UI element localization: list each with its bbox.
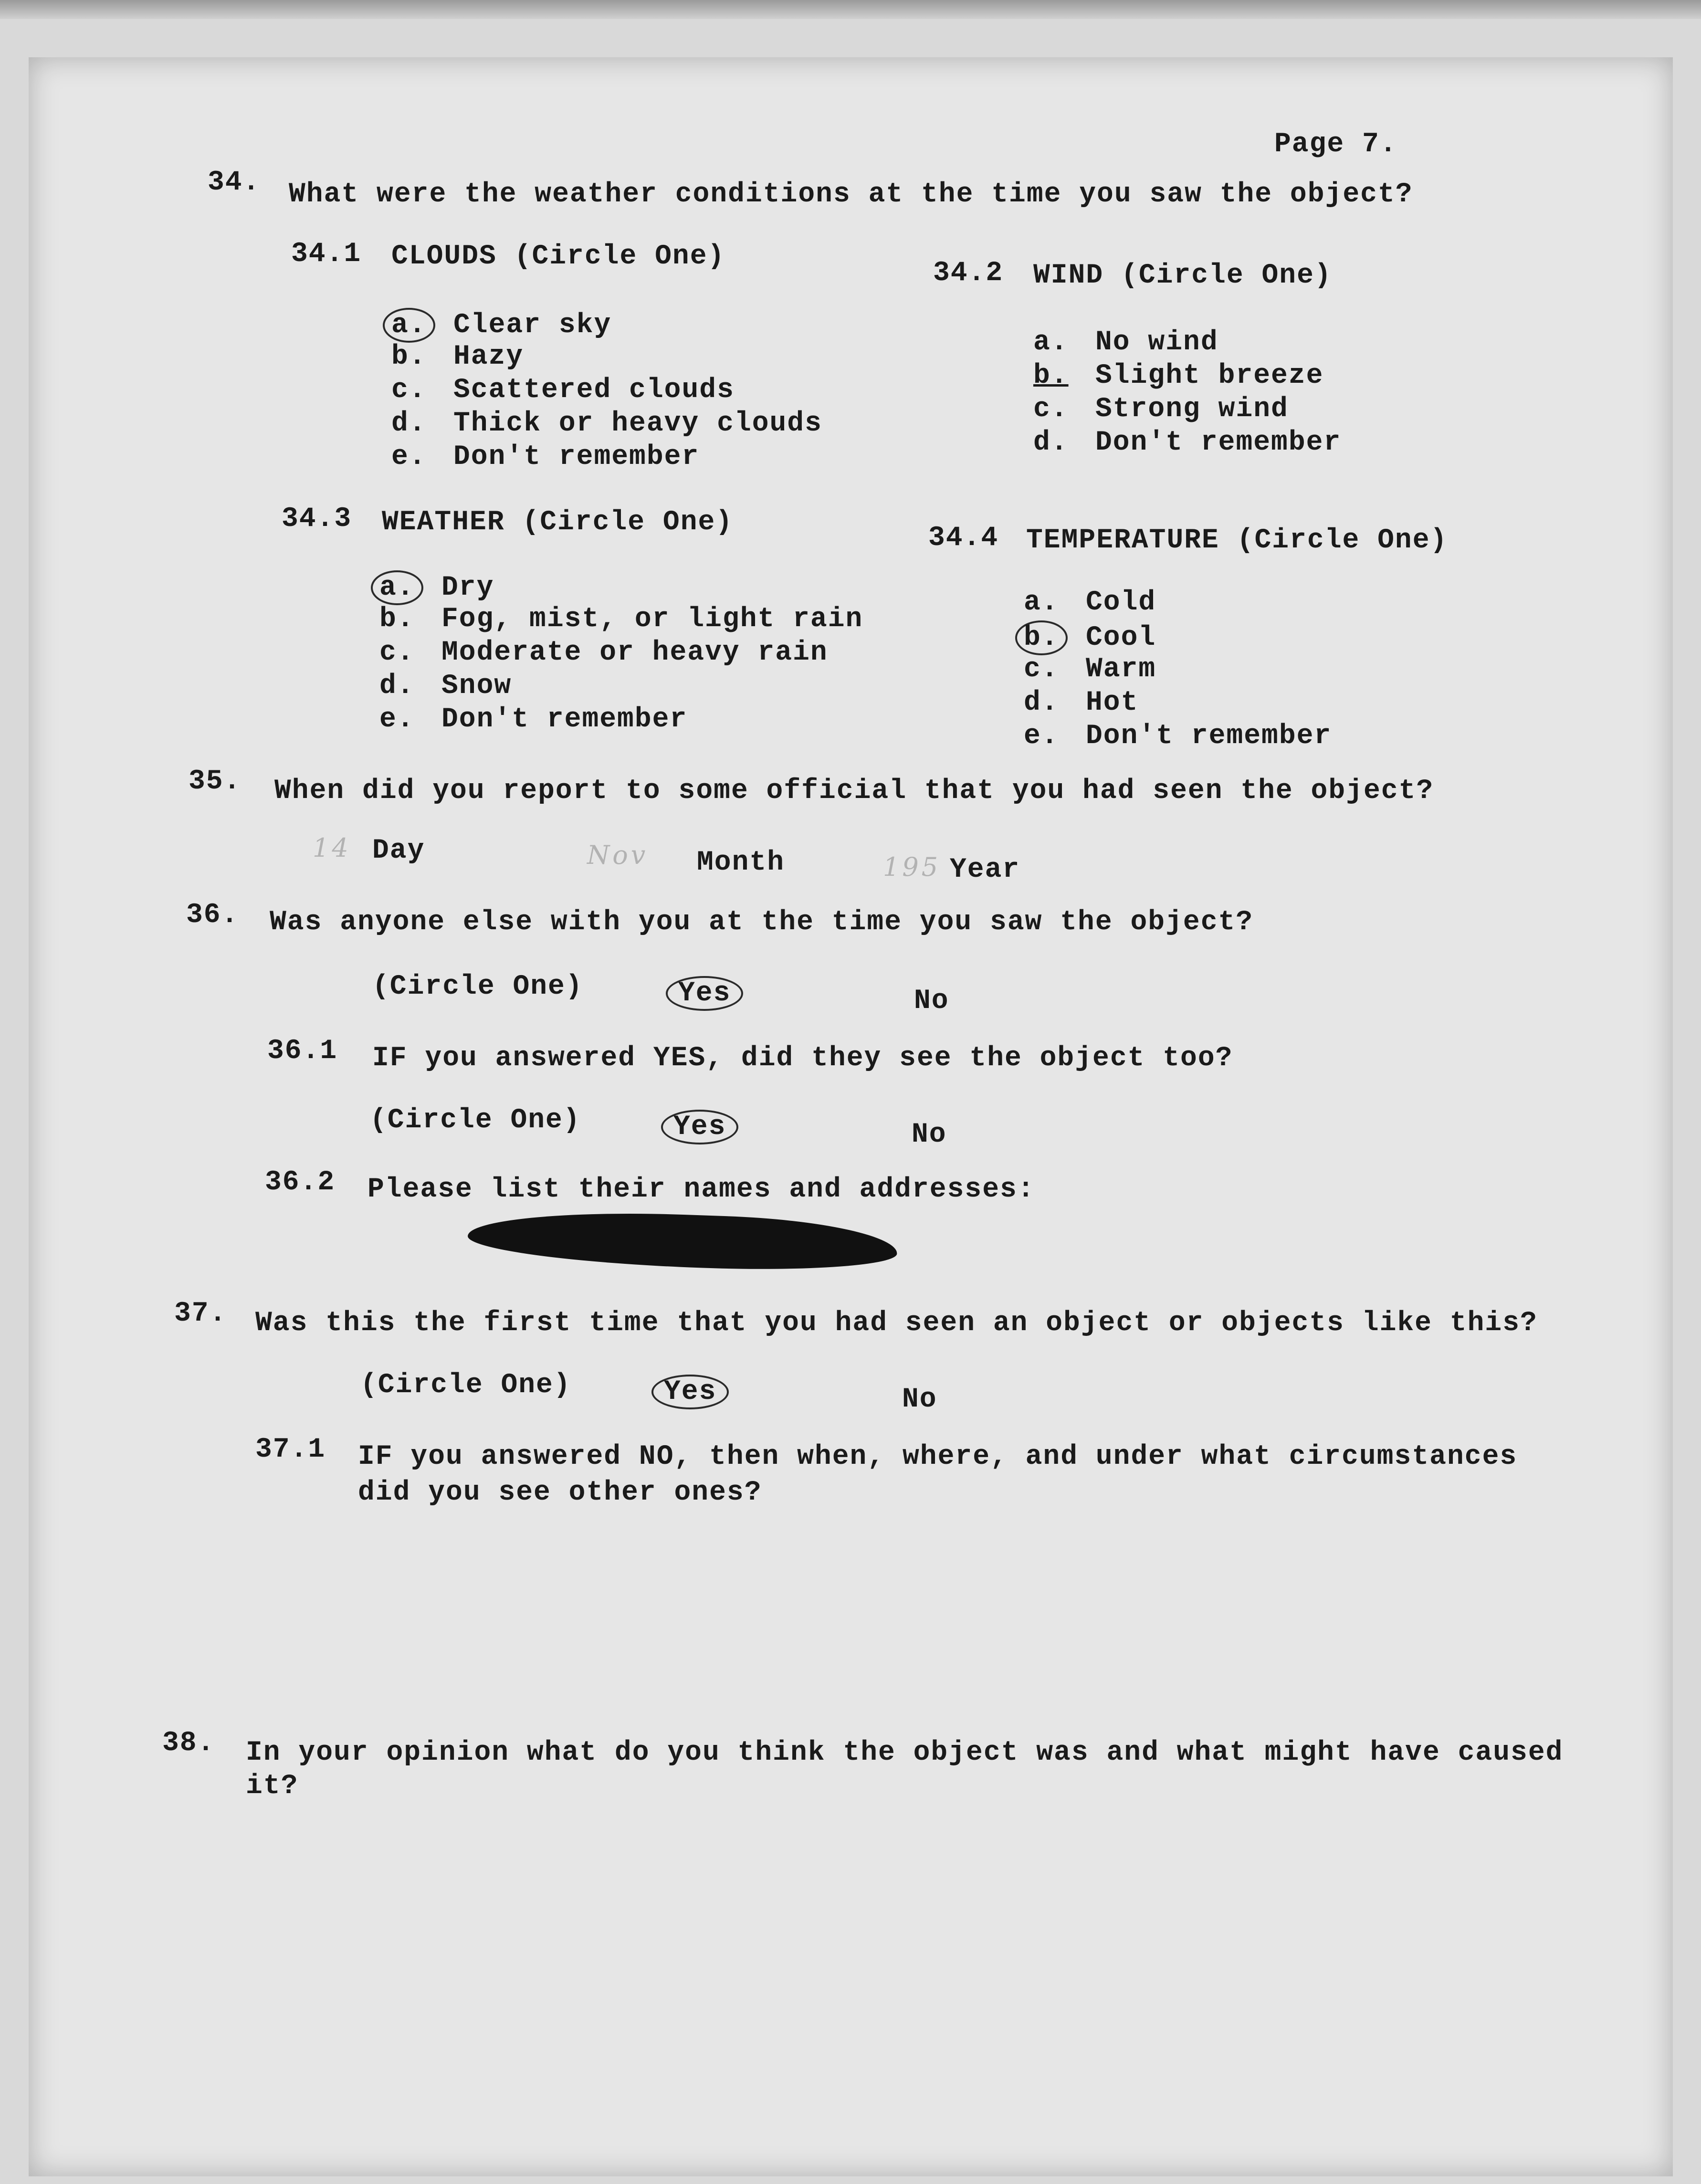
q36-yes-circled [666, 976, 743, 1011]
q35-year-label: Year [950, 854, 1020, 885]
temperature-option [1024, 654, 1156, 685]
temperature-option-text: Cold [1086, 587, 1156, 618]
wind-option-letter: c. [1033, 394, 1069, 425]
q36-1-text: IF you answered YES, did they see the object too? [372, 1043, 1233, 1074]
clouds-option-text: Thick or heavy clouds [453, 408, 822, 439]
wind-option [1033, 394, 1289, 425]
wind-option-text: Don't remember [1095, 427, 1342, 458]
q38-line1: In your opinion what do you think the object was and what might have caused [246, 1737, 1564, 1768]
weather-option-letter: e. [379, 704, 415, 735]
document-page [29, 57, 1673, 2176]
q36-circle-one: (Circle One) [372, 971, 583, 1002]
clouds-option-text: Hazy [453, 341, 524, 372]
clouds-option-text: Don't remember [453, 441, 700, 472]
q37-1-label: 37.1 [255, 1434, 326, 1465]
weather-option [379, 671, 512, 702]
wind-option-text: No wind [1095, 327, 1218, 358]
q36-1-yes-circled [661, 1110, 738, 1144]
weather-option-letter-circled: a. [371, 570, 423, 605]
wind-option-letter: a. [1033, 327, 1069, 358]
q35-year-handwritten: 195 [883, 852, 941, 882]
q38-number: 38. [162, 1728, 215, 1759]
q34-clouds-title: CLOUDS (Circle One) [391, 241, 725, 272]
q37-1-line2: did you see other ones? [358, 1477, 762, 1508]
weather-option-text: Moderate or heavy rain [441, 637, 828, 668]
weather-option-text: Don't remember [441, 704, 688, 735]
q37-text: Was this the first time that you had seen an object or objects like this? [255, 1308, 1538, 1339]
q36-yes: Yes [666, 976, 743, 1011]
temperature-option-letter-circled: b. [1015, 620, 1068, 655]
clouds-option [391, 408, 822, 439]
scan-top-edge [0, 0, 1701, 19]
temperature-option [1024, 620, 1156, 655]
wind-option [1033, 327, 1218, 358]
wind-option [1033, 427, 1341, 458]
temperature-option [1024, 721, 1332, 752]
clouds-option [391, 341, 524, 372]
weather-option [379, 604, 863, 635]
temperature-option-text: Cool [1086, 622, 1156, 653]
temperature-option [1024, 587, 1156, 618]
weather-option-text: Dry [441, 572, 494, 603]
q36-number: 36. [186, 900, 239, 931]
q37-1-line1: IF you answered NO, then when, where, and under what circumstances [358, 1441, 1518, 1472]
q36-2-text: Please list their names and addresses: [368, 1174, 1035, 1205]
wind-option-text: Strong wind [1095, 394, 1289, 425]
q34-text: What were the weather conditions at the time you saw the object? [289, 179, 1413, 210]
q36-no: No [914, 986, 949, 1017]
weather-option-text: Snow [441, 671, 512, 702]
wind-option-letter: b. [1033, 360, 1069, 391]
q36-1-label: 36.1 [267, 1036, 338, 1067]
temperature-option-letter [1024, 620, 1086, 655]
q34-clouds-label: 34.1 [291, 239, 362, 270]
clouds-option-letter: c. [391, 375, 427, 406]
clouds-option [391, 375, 735, 406]
q38-line2: it? [246, 1771, 299, 1802]
q37-yes: Yes [651, 1375, 729, 1409]
wind-option [1033, 360, 1323, 391]
q34-weather-label: 34.3 [282, 504, 352, 535]
q36-text: Was anyone else with you at the time you saw the object? [270, 907, 1254, 938]
clouds-option-letter [391, 308, 453, 343]
wind-option-letter: d. [1033, 427, 1069, 458]
clouds-option [391, 308, 611, 343]
weather-option-letter: c. [379, 637, 415, 668]
q34-weather-title: WEATHER (Circle One) [382, 507, 734, 538]
temperature-option-letter: d. [1024, 687, 1059, 718]
q37-yes-circled [651, 1375, 729, 1409]
q36-1-yes: Yes [661, 1110, 738, 1144]
temperature-option-text: Don't remember [1086, 721, 1332, 752]
q37-circle-one: (Circle One) [360, 1370, 571, 1401]
clouds-option-text: Scattered clouds [453, 375, 735, 406]
q34-number: 34. [208, 167, 261, 198]
clouds-option-letter: e. [391, 441, 427, 472]
q36-1-circle-one: (Circle One) [370, 1105, 581, 1136]
temperature-option-letter: c. [1024, 654, 1059, 685]
temperature-option-letter: a. [1024, 587, 1059, 618]
q35-month-handwritten: Nov [587, 840, 649, 870]
clouds-option-letter-circled: a. [383, 308, 435, 343]
clouds-option [391, 441, 699, 472]
temperature-option-text: Hot [1086, 687, 1139, 718]
q35-number: 35. [189, 766, 242, 797]
clouds-option-text: Clear sky [453, 310, 612, 341]
q34-temperature-label: 34.4 [928, 523, 999, 554]
q34-wind-label: 34.2 [933, 258, 1004, 289]
temperature-option-letter: e. [1024, 721, 1059, 752]
wind-option-text: Slight breeze [1095, 360, 1324, 391]
weather-option-letter [379, 570, 441, 605]
temperature-option-text: Warm [1086, 654, 1156, 685]
weather-option [379, 637, 828, 668]
q37-number: 37. [174, 1298, 227, 1329]
weather-option [379, 704, 687, 735]
q34-wind-title: WIND (Circle One) [1033, 260, 1332, 291]
q36-2-label: 36.2 [265, 1167, 336, 1198]
weather-option-text: Fog, mist, or light rain [441, 604, 863, 635]
weather-option-letter: d. [379, 671, 415, 702]
q34-temperature-title: TEMPERATURE (Circle One) [1026, 525, 1448, 556]
weather-option [379, 570, 494, 605]
q35-text: When did you report to some official that you had seen the object? [274, 776, 1434, 807]
q35-month-label: Month [697, 847, 785, 878]
q35-day-label: Day [372, 835, 425, 866]
q35-day-handwritten: 14 [313, 833, 351, 863]
q37-no: No [902, 1384, 937, 1415]
clouds-option-letter: b. [391, 341, 427, 372]
temperature-option [1024, 687, 1138, 718]
page-label: Page 7. [1274, 129, 1397, 160]
q36-1-no: No [912, 1119, 947, 1150]
clouds-option-letter: d. [391, 408, 427, 439]
weather-option-letter: b. [379, 604, 415, 635]
